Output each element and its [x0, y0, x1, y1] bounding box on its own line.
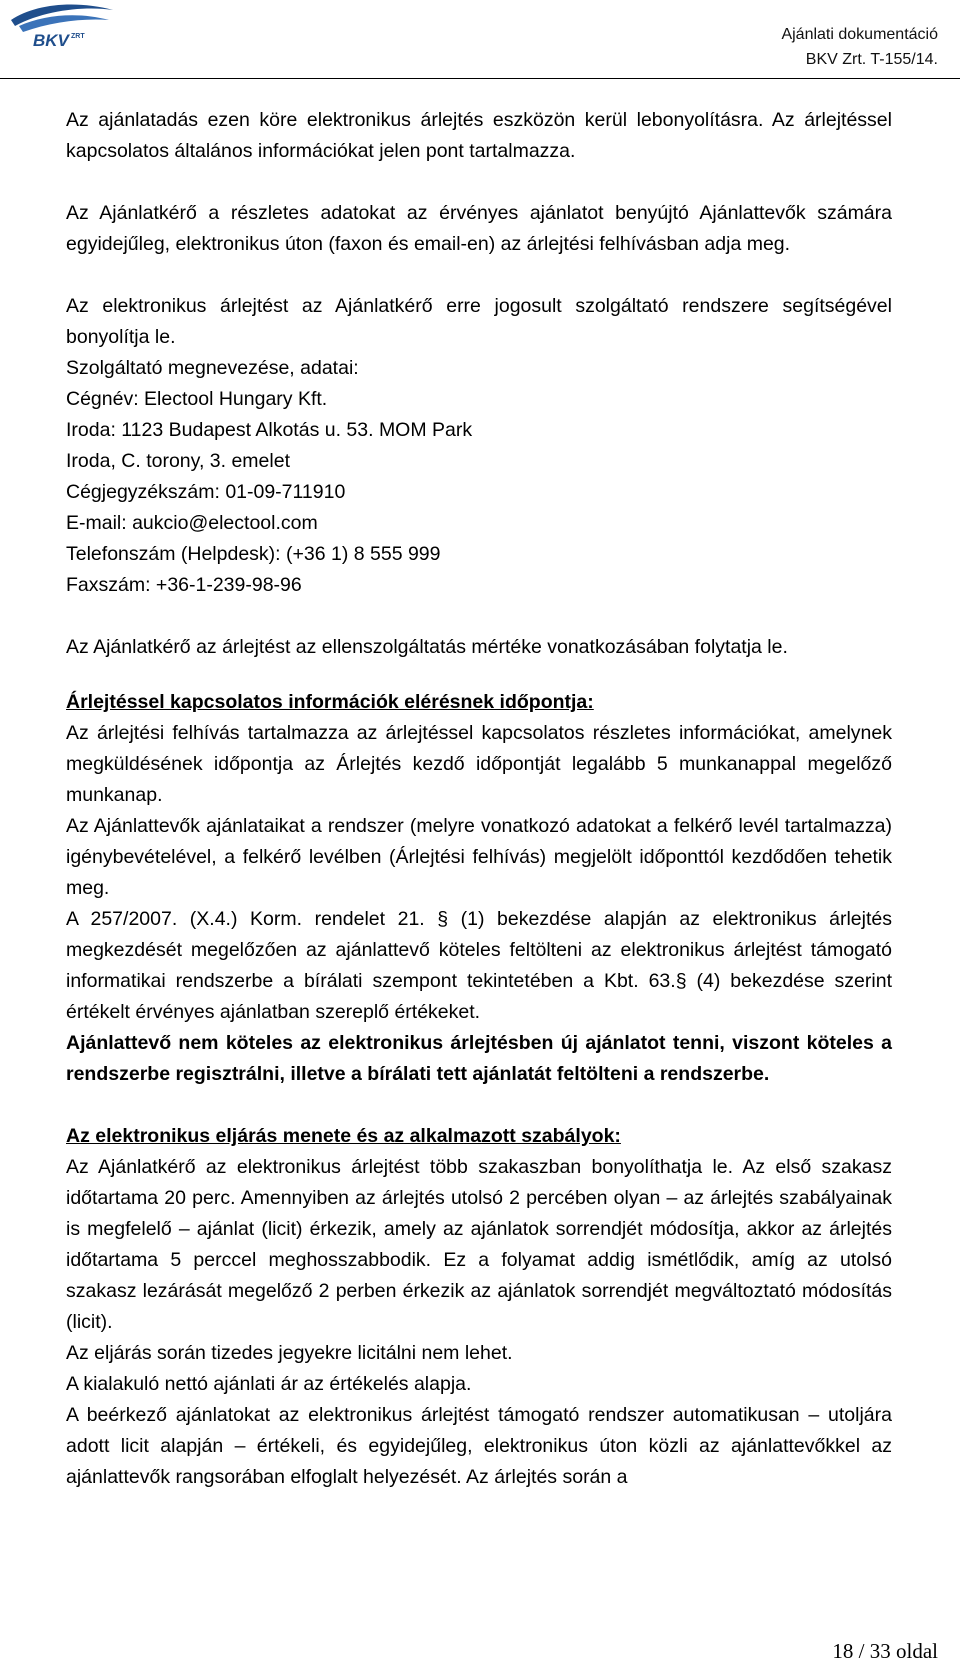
paragraph-obligation: Ajánlattevő nem köteles az elektronikus árlejtésben új ajánlatot tenni, viszont köteles a rendszerbe regisztrálni, illetve a bírálati tett ajánlatát feltölteni a rendszerbe.	[66, 1032, 892, 1085]
header-info	[781, 22, 938, 72]
provider-line: Szolgáltató megnevezése, adatai:	[66, 357, 359, 379]
document-body	[66, 105, 892, 1493]
paragraph-intro: Az ajánlatadás ezen köre elektronikus árlejtés eszközön kerül lebonyolításra. Az árlejtéssel kapcsolatos általános információkat jelen pont tartalmazza.	[66, 109, 892, 162]
paragraph-data-delivery: Az Ajánlatkérő a részletes adatokat az érvényes ajánlatot benyújtó Ajánlattevők számára egyidejűleg, elektronikus úton (faxon és email-en) az árlejtési felhívásban adja meg.	[66, 202, 892, 255]
doc-title: Ajánlati dokumentáció	[781, 26, 938, 43]
paragraph-provider-intro: Az elektronikus árlejtést az Ajánlatkérő erre jogosult szolgáltató rendszere segítségével bonyolítja le.	[66, 295, 892, 348]
provider-line: Cégnév: Electool Hungary Kft.	[66, 388, 328, 410]
header-divider	[0, 78, 960, 79]
paragraph-regulation: A 257/2007. (X.4.) Korm. rendelet 21. § (1) bekezdése alapján az elektronikus árlejtés megkezdését megelőzően az ajánlattevő köteles feltölteni az elektronikus árlejtést támogató informatikai rendszerbe a bírálati szempont tekintetében a Kbt. 63.§ (4) bekezdése szerint értékelt érvényes ajánlatban szereplő értékeket.	[66, 908, 892, 1023]
logo-sup: ZRT	[71, 33, 85, 40]
logo-text: BKV	[33, 31, 69, 50]
doc-ref: BKV Zrt. T-155/14.	[805, 51, 938, 68]
provider-line: Telefonszám (Helpdesk): (+36 1) 8 555 999	[66, 543, 441, 565]
paragraph-stages: Az Ajánlatkérő az elektronikus árlejtést több szakaszban bonyolíthatja le. Az első szakasz időtartama 20 perc. Amennyiben az árlejtés utolsó 2 percében olyan – az árlejtés szabályainak is megfelelő – ajánlat (licit) érkezik, amely az ajánlatok sorrendjét módosítja, akkor az árlejtés időtartama 5 perccel meghosszabbodik. Ez a folyamat addig ismétlődik, amíg az utolsó szakasz lezárását megelőző 2 perben érkezik az ajánlatok sorrendjét megváltoztató módosítás (licit).	[66, 1156, 892, 1333]
provider-line: Faxszám: +36-1-239-98-96	[66, 574, 302, 596]
page-number: 18 / 33 oldal	[832, 1639, 938, 1663]
provider-line: Iroda: 1123 Budapest Alkotás u. 53. MOM Park	[66, 419, 473, 441]
paragraph-scope: Az Ajánlatkérő az árlejtést az ellenszolgáltatás mértéke vonatkozásában folytatja le.	[66, 636, 788, 658]
paragraph-evaluation-basis: A kialakuló nettó ajánlati ár az értékelés alapja.	[66, 1373, 472, 1395]
page-header	[0, 0, 960, 80]
provider-line: E-mail: aukcio@electool.com	[66, 512, 318, 534]
section-heading-procedure: Az elektronikus eljárás menete és az alkalmazott szabályok:	[66, 1125, 621, 1147]
provider-line: Cégjegyzékszám: 01-09-711910	[66, 481, 346, 503]
provider-line: Iroda, C. torony, 3. emelet	[66, 450, 290, 472]
section-heading-info-access: Árlejtéssel kapcsolatos információk elérésnek időpontja:	[66, 691, 594, 713]
paragraph-ranking: A beérkező ajánlatokat az elektronikus árlejtést támogató rendszer automatikusan – utoljára adott licit alapján – értékeli, és egyidejűleg, elektronikus úton közli az ajánlattevőkkel az ajánlattevők rangsorában elfoglalt helyezését. Az árlejtés során a	[66, 1404, 892, 1488]
paragraph-decimals: Az eljárás során tizedes jegyekre licitálni nem lehet.	[66, 1342, 513, 1364]
paragraph-bidding: Az Ajánlattevők ajánlataikat a rendszer (melyre vonatkozó adatokat a felkérő levél tartalmazza) igénybevételével, a felkérő levélben (Árlejtési felhívás) megjelölt időponttól kezdődően tehetik meg.	[66, 815, 892, 899]
bkv-logo	[5, 2, 120, 50]
paragraph-invitation: Az árlejtési felhívás tartalmazza az árlejtéssel kapcsolatos részletes információkat, amelynek megküldésének időpontja az Árlejtés kezdő időpontját legalább 5 munkanappal megelőző munkanap.	[66, 722, 892, 806]
